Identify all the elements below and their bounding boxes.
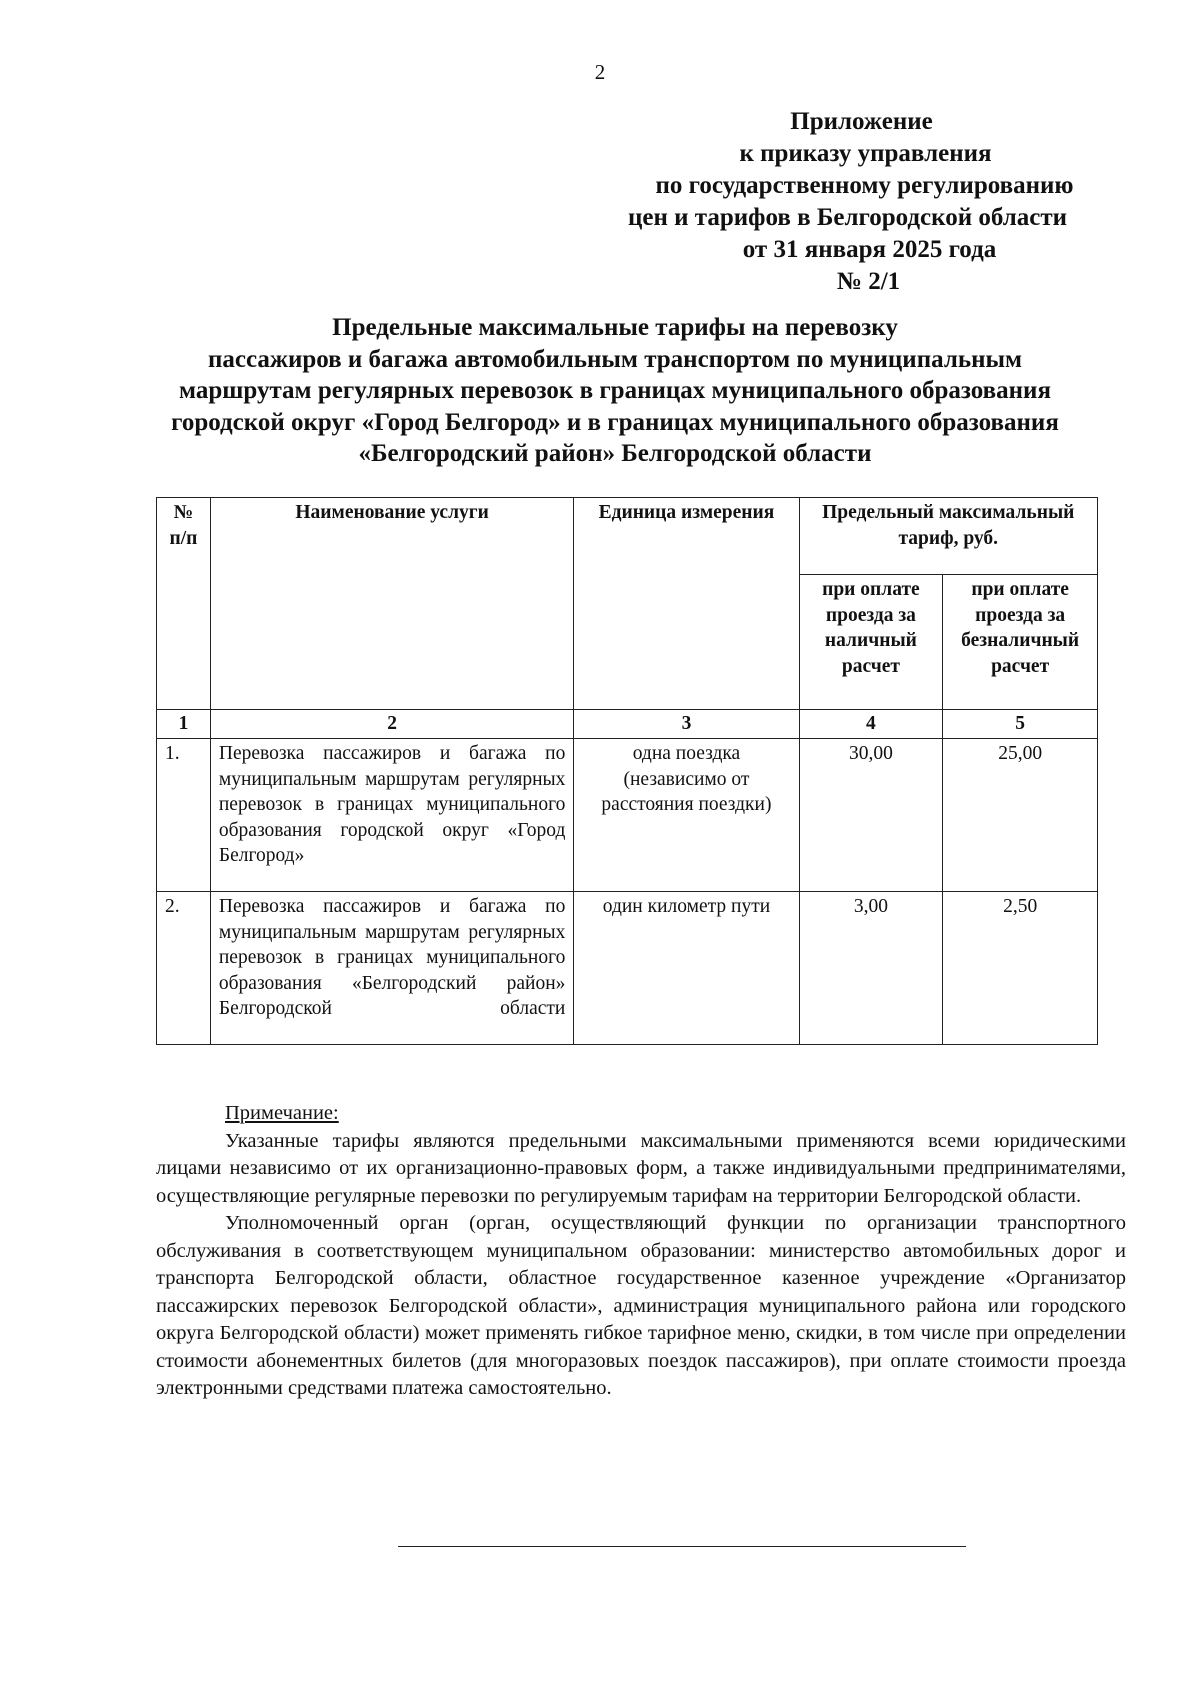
column-index-row: [157, 710, 1098, 739]
appendix-line: Приложение: [790, 108, 933, 135]
tariff-table: [156, 497, 1098, 1045]
title-line: маршрутам регулярных перевозок в границах муниципального образования: [179, 377, 1051, 404]
appendix-line: от 31 января 2025 года: [742, 236, 997, 263]
table-row: [157, 892, 1098, 1045]
title-line: городской округ «Город Белгород» и в границах муниципального образования: [171, 408, 1059, 436]
header-service-name: Наименование услуги: [210, 498, 574, 710]
column-index: 2: [210, 710, 574, 739]
column-index: 3: [574, 710, 799, 739]
title-line: Предельные максимальные тарифы на перевозку: [332, 314, 898, 341]
closing-rule-line: [398, 1546, 966, 1547]
table-header-row: [157, 498, 1098, 575]
row-number: 2.: [157, 892, 211, 1045]
header-cashless-payment: при оплате проезда за безналичный расчет: [943, 575, 1098, 710]
unit-of-measure: одна поездка (независимо от расстояния поездки): [574, 739, 799, 892]
column-index: 1: [157, 710, 211, 739]
table-row: [157, 739, 1098, 892]
appendix-line: № 2/1: [836, 268, 901, 295]
cashless-tariff: 2,50: [943, 892, 1098, 1045]
title-line: «Белгородский район» Белгородской области: [358, 440, 872, 467]
page-number: 2: [594, 60, 606, 84]
header-max-tariff: Предельный максимальный тариф, руб.: [799, 498, 1097, 575]
appendix-line: цен и тарифов в Белгородской области: [627, 204, 1068, 231]
service-name: Перевозка пассажиров и багажа по муниципальным маршрутам регулярных перевозок в границах муниципального образования «Белгородский район» Белгородской области: [210, 892, 574, 1045]
cashless-tariff: 25,00: [943, 739, 1098, 892]
title-line: пассажиров и багажа автомобильным транспортом по муниципальным: [207, 345, 1023, 373]
note-section: [156, 1100, 1126, 1403]
appendix-line: по государственному регулированию: [655, 172, 1074, 199]
column-index: 5: [943, 710, 1098, 739]
appendix-header: [585, 106, 1130, 298]
cash-tariff: 3,00: [799, 892, 943, 1045]
row-number: 1.: [157, 739, 211, 892]
header-unit: Единица измерения: [574, 498, 799, 710]
cash-tariff: 30,00: [799, 739, 943, 892]
unit-of-measure: один километр пути: [574, 892, 799, 1045]
appendix-line: к приказу управления: [739, 140, 992, 167]
service-name: Перевозка пассажиров и багажа по муниципальным маршрутам регулярных перевозок в границах муниципального образования городской округ «Город Белгород»: [210, 739, 574, 892]
note-title: Примечание:: [225, 1102, 339, 1124]
document-title: [140, 312, 1090, 470]
note-paragraph: Указанные тарифы являются предельными максимальными применяются всеми юридическими лицами независимо от их организационно-правовых форм, а также индивидуальными предпринимателями, осуществляющие регулярные перевозки по регулируемым тарифам на территории Белгородской области.: [156, 1129, 1126, 1207]
header-num: № п/п: [157, 498, 211, 710]
column-index: 4: [799, 710, 943, 739]
header-cash-payment: при оплате проезда за наличный расчет: [799, 575, 943, 710]
note-paragraph: Уполномоченный орган (орган, осуществляющий функции по организации транспортного обслуживания в соответствующем муниципальном образовании: министерство автомобильных дорог и транспорта Белгородской области, областное государственное казенное учреждение «Организатор пассажирских перевозок Белгородской области», администрация муниципального района или городского округа Белгородской области) может применять гибкое тарифное меню, скидки, в том числе при определении стоимости абонементных билетов (для многоразовых поездок пассажиров), при оплате стоимости проезда электронными средствами платежа самостоятельно.: [156, 1212, 1126, 1399]
